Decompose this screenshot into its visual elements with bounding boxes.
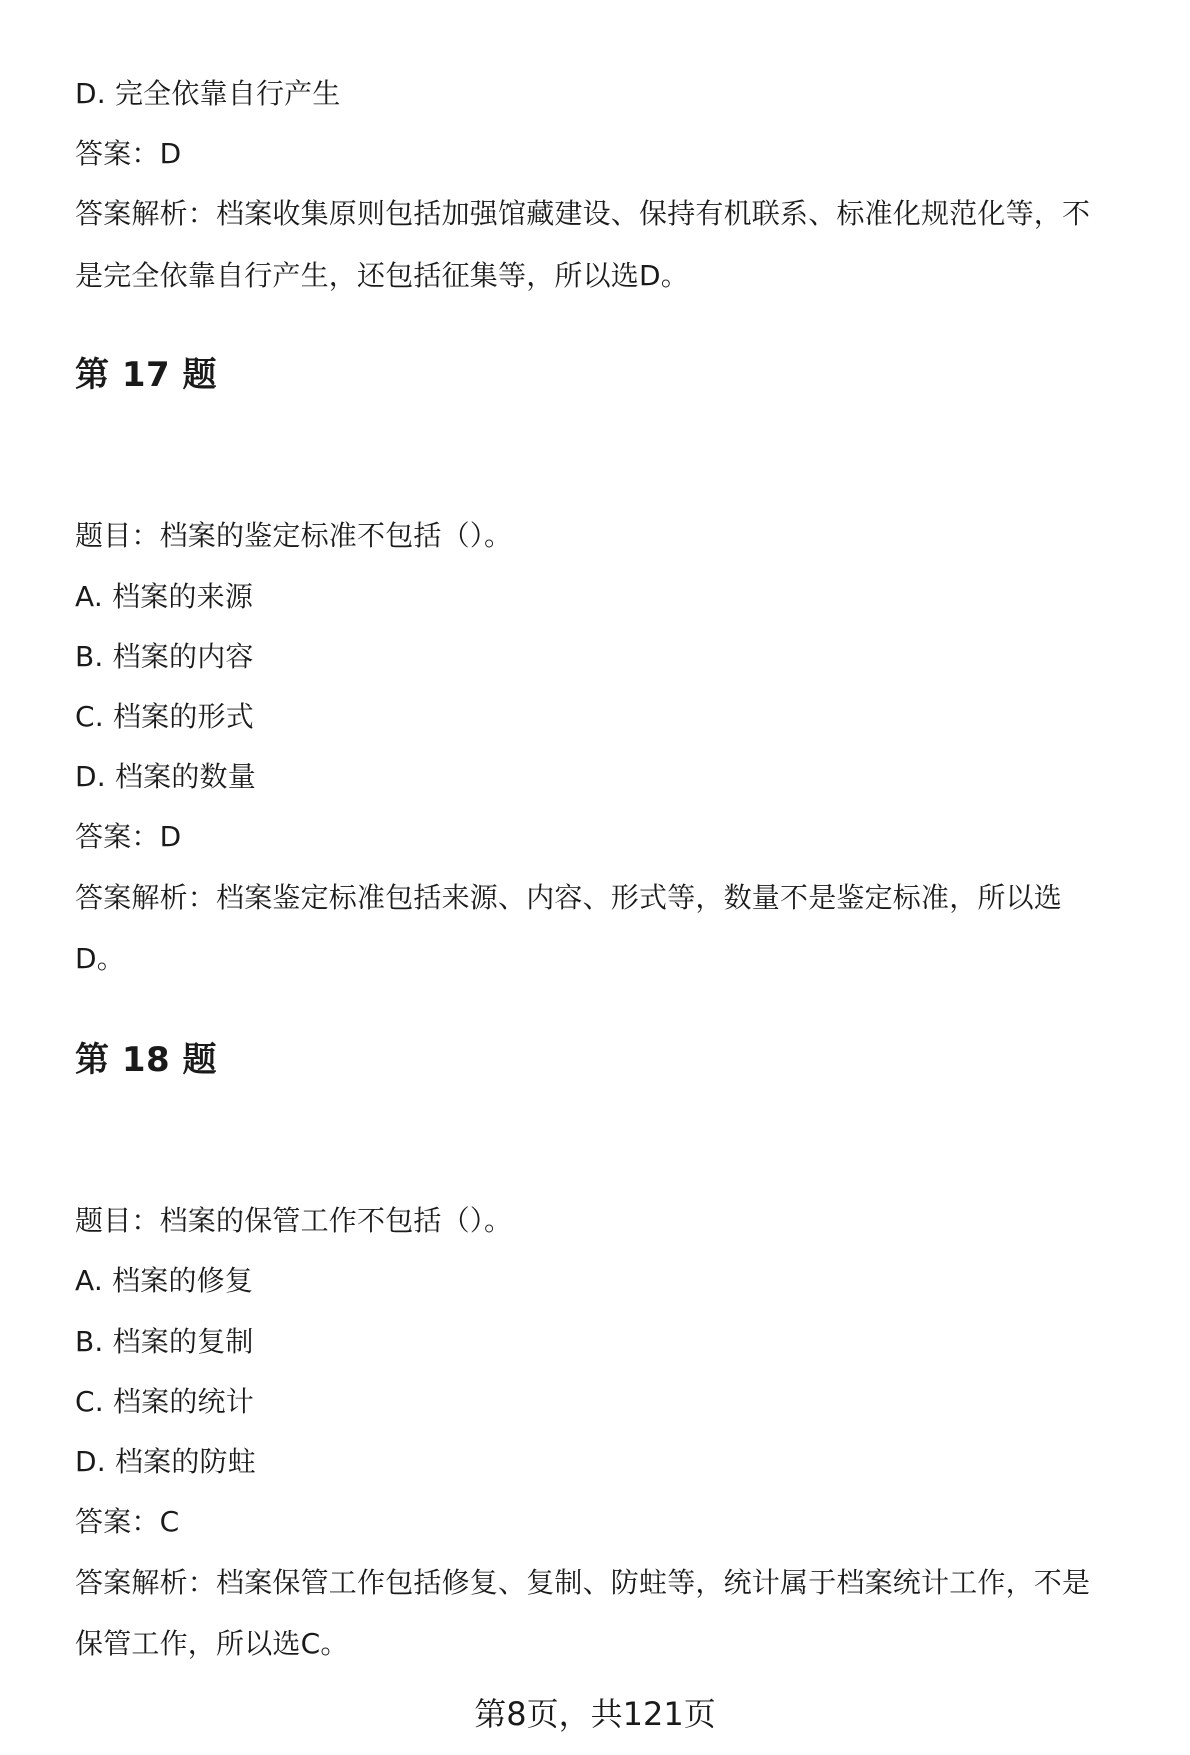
q17-option-b: B. 档案的内容 [75,640,254,673]
q18-analysis-line-1: 答案解析：档案保管工作包括修复、复制、防蛀等，统计属于档案统计工作，不是 [75,1566,1091,1599]
q17-question: 题目：档案的鉴定标准不包括（）。 [75,519,513,552]
q17-option-c: C. 档案的形式 [75,700,254,733]
q18-option-d: D. 档案的防蛀 [75,1445,256,1478]
q18-analysis-line-2: 保管工作，所以选C。 [75,1627,349,1660]
q18-option-b: B. 档案的复制 [75,1325,254,1358]
q18-answer: 答案：C [75,1505,180,1538]
q17-analysis-line-2: D。 [75,942,125,975]
q17-option-d: D. 档案的数量 [75,760,256,793]
q17-heading: 第 17 题 [75,355,217,395]
prev-analysis-line-2: 是完全依靠自行产生，还包括征集等，所以选D。 [75,259,689,292]
q18-option-a: A. 档案的修复 [75,1264,254,1297]
page-number-footer: 第8页，共121页 [474,1695,716,1733]
prev-analysis-line-1: 答案解析：档案收集原则包括加强馆藏建设、保持有机联系、标准化规范化等，不 [75,197,1091,230]
q17-option-a: A. 档案的来源 [75,580,254,613]
prev-answer: 答案：D [75,137,182,170]
q18-heading: 第 18 题 [75,1040,217,1080]
q18-option-c: C. 档案的统计 [75,1385,254,1418]
q17-answer: 答案：D [75,820,182,853]
q17-analysis-line-1: 答案解析：档案鉴定标准包括来源、内容、形式等，数量不是鉴定标准，所以选 [75,881,1063,914]
q18-question: 题目：档案的保管工作不包括（）。 [75,1204,513,1237]
prev-option-d: D. 完全依靠自行产生 [75,77,341,110]
